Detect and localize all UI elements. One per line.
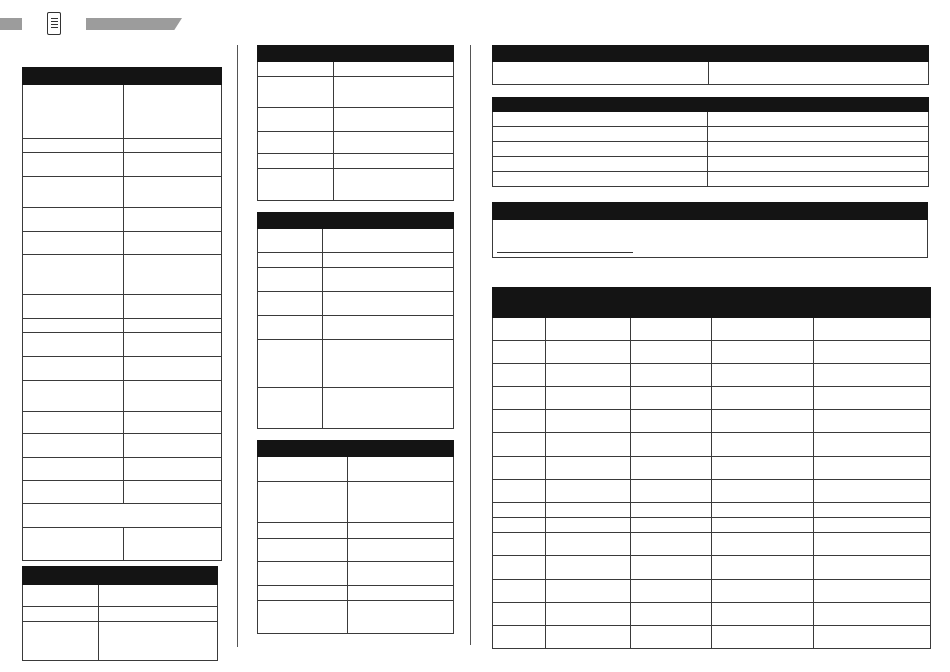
table-cell <box>814 318 931 341</box>
table-cell <box>814 410 931 433</box>
table-cell <box>23 357 124 381</box>
table-cell <box>712 341 814 364</box>
table-cell <box>546 503 631 518</box>
table-cell <box>348 562 454 586</box>
table-row <box>23 139 222 153</box>
table-cell <box>493 480 546 503</box>
table-row <box>258 132 454 154</box>
table-cell <box>258 253 323 268</box>
table-cell <box>99 622 218 661</box>
table-cell <box>323 316 454 340</box>
table-cell <box>814 433 931 457</box>
table-cell <box>493 410 546 433</box>
table-row <box>493 626 931 649</box>
table-header <box>493 98 929 112</box>
table-cell <box>334 132 454 154</box>
table-row <box>23 208 222 232</box>
table-cell <box>708 172 929 187</box>
table-cell <box>124 85 222 139</box>
table-cell <box>493 364 546 387</box>
table-cell <box>348 457 454 482</box>
table-row <box>23 381 222 412</box>
table-cell <box>546 433 631 457</box>
table-cell <box>23 153 124 177</box>
table-cell <box>493 580 546 603</box>
table-cell <box>258 154 334 169</box>
table-cell <box>493 533 546 556</box>
spec-table-4 <box>257 212 454 429</box>
table-cell <box>493 142 708 157</box>
table-cell <box>546 518 631 533</box>
table-cell <box>23 139 124 153</box>
table-cell <box>258 268 323 292</box>
table-cell <box>546 480 631 503</box>
table-row <box>258 62 454 77</box>
table-header <box>23 567 218 585</box>
table-header <box>23 68 222 85</box>
table-cell <box>712 503 814 518</box>
table-cell <box>631 457 712 480</box>
table-cell <box>23 585 99 607</box>
table-header <box>258 441 454 457</box>
table-row <box>23 504 222 528</box>
table-cell <box>546 533 631 556</box>
table-row <box>23 295 222 319</box>
table-cell <box>814 533 931 556</box>
table-cell <box>814 518 931 533</box>
signature-line <box>497 252 633 253</box>
table-cell <box>124 481 222 504</box>
table-cell <box>712 410 814 433</box>
table-row <box>493 603 931 626</box>
table-cell <box>631 364 712 387</box>
table-row <box>493 318 931 341</box>
table-cell <box>493 518 546 533</box>
table-row <box>493 503 931 518</box>
table-cell <box>258 292 323 316</box>
table-cell <box>631 410 712 433</box>
table-row <box>493 387 931 410</box>
table-cell <box>493 341 546 364</box>
spec-table-1 <box>22 67 222 561</box>
table-cell <box>493 556 546 580</box>
table-cell <box>631 518 712 533</box>
table-row <box>23 412 222 434</box>
table-cell <box>712 387 814 410</box>
table-cell <box>546 556 631 580</box>
data-grid <box>492 287 931 649</box>
table-row <box>493 157 929 172</box>
table-row <box>493 580 931 603</box>
table-cell <box>712 318 814 341</box>
grid-header-cell <box>814 288 931 318</box>
table-cell <box>814 556 931 580</box>
table-row <box>493 457 931 480</box>
section-tab-marker <box>86 18 182 30</box>
table-cell <box>348 523 454 539</box>
table-row <box>493 127 929 142</box>
table-cell <box>493 457 546 480</box>
table-cell <box>258 316 323 340</box>
table-cell <box>99 585 218 607</box>
table-cell <box>334 169 454 201</box>
spec-table-5 <box>257 440 454 634</box>
grid-header-cell <box>631 288 712 318</box>
table-cell <box>712 626 814 649</box>
table-header <box>258 46 454 62</box>
table-cell <box>631 626 712 649</box>
table-cell <box>258 108 334 132</box>
table-cell <box>323 229 454 253</box>
table-cell <box>493 318 546 341</box>
table-cell <box>258 457 348 482</box>
table-header <box>493 203 928 220</box>
table-row <box>23 255 222 295</box>
table-cell <box>546 457 631 480</box>
table-cell <box>708 157 929 172</box>
table-cell <box>258 62 334 77</box>
table-row <box>493 518 931 533</box>
table-cell <box>124 434 222 458</box>
table-cell <box>23 177 124 208</box>
table-cell <box>631 318 712 341</box>
table-header <box>258 213 454 229</box>
table-row <box>258 268 454 292</box>
table-cell <box>814 503 931 518</box>
table-row <box>493 556 931 580</box>
table-cell <box>258 169 334 201</box>
table-row <box>23 585 218 607</box>
table-row <box>258 253 454 268</box>
table-cell <box>814 480 931 503</box>
table-cell <box>23 622 99 661</box>
table-row <box>23 153 222 177</box>
table-cell <box>23 333 124 357</box>
table-row <box>493 172 929 187</box>
table-cell <box>258 601 348 634</box>
table-cell <box>124 153 222 177</box>
table-row <box>258 482 454 523</box>
table-cell <box>814 603 931 626</box>
table-cell <box>546 364 631 387</box>
column-divider-2 <box>470 45 471 645</box>
table-cell <box>124 528 222 561</box>
table-row <box>23 458 222 481</box>
table-cell <box>334 108 454 132</box>
spec-table-2 <box>22 566 218 661</box>
table-cell <box>546 580 631 603</box>
table-cell <box>23 607 99 622</box>
table-cell <box>23 381 124 412</box>
table-cell <box>23 85 124 139</box>
table-cell <box>23 319 124 333</box>
table-cell <box>334 154 454 169</box>
table-cell <box>258 229 323 253</box>
table-cell <box>631 580 712 603</box>
grid-header-cell <box>546 288 631 318</box>
table-row <box>258 292 454 316</box>
table-cell <box>323 253 454 268</box>
table-row <box>23 333 222 357</box>
grid-header-row <box>493 288 931 318</box>
table-cell <box>23 255 124 295</box>
table-cell <box>124 255 222 295</box>
table-cell <box>124 412 222 434</box>
table-row <box>258 108 454 132</box>
table-cell <box>99 607 218 622</box>
left-tab-marker <box>0 18 22 30</box>
table-cell <box>546 387 631 410</box>
table-cell <box>493 172 708 187</box>
table-cell <box>124 381 222 412</box>
table-cell <box>814 341 931 364</box>
table-cell <box>323 268 454 292</box>
table-row <box>258 154 454 169</box>
table-row <box>23 607 218 622</box>
table-cell <box>348 601 454 634</box>
table-cell <box>258 523 348 539</box>
table-row <box>258 229 454 253</box>
table-cell <box>546 318 631 341</box>
table-row <box>258 601 454 634</box>
table-cell <box>23 232 124 255</box>
table-row <box>258 388 454 429</box>
table-row <box>258 169 454 201</box>
table-cell <box>493 433 546 457</box>
table-cell <box>493 127 708 142</box>
table-cell <box>258 388 323 429</box>
table-cell <box>631 603 712 626</box>
table-cell <box>23 458 124 481</box>
table-cell <box>631 433 712 457</box>
note-box <box>492 202 928 258</box>
table-row <box>23 434 222 458</box>
table-cell <box>323 388 454 429</box>
table-cell <box>348 539 454 562</box>
table-cell <box>631 387 712 410</box>
table-row <box>258 539 454 562</box>
table-cell <box>258 132 334 154</box>
table-row <box>493 112 929 127</box>
table-cell <box>493 112 708 127</box>
table-cell <box>708 112 929 127</box>
table-cell <box>708 127 929 142</box>
table-cell <box>323 340 454 388</box>
table-cell <box>258 77 334 108</box>
table-cell <box>712 556 814 580</box>
table-row <box>493 364 931 387</box>
table-row <box>23 528 222 561</box>
table-cell <box>23 528 124 561</box>
table-cell <box>708 142 929 157</box>
table-cell <box>258 562 348 586</box>
table-cell <box>334 77 454 108</box>
spec-table-3 <box>257 45 454 201</box>
table-cell <box>814 457 931 480</box>
table-cell <box>23 504 222 528</box>
table-cell <box>258 482 348 523</box>
table-cell <box>124 232 222 255</box>
table-row <box>493 341 931 364</box>
table-cell <box>814 626 931 649</box>
table-cell <box>493 387 546 410</box>
table-row <box>493 533 931 556</box>
table-cell <box>23 412 124 434</box>
table-row <box>258 523 454 539</box>
table-cell <box>124 208 222 232</box>
table-header <box>493 46 929 62</box>
table-cell <box>712 364 814 387</box>
table-row <box>258 562 454 586</box>
column-divider-1 <box>237 45 238 647</box>
table-cell <box>23 208 124 232</box>
table-cell <box>493 626 546 649</box>
table-row <box>23 481 222 504</box>
table-cell <box>348 586 454 601</box>
table-row <box>493 480 931 503</box>
table-cell <box>814 580 931 603</box>
spec-table-6 <box>492 45 929 85</box>
table-cell <box>258 539 348 562</box>
table-cell <box>546 341 631 364</box>
table-cell <box>348 482 454 523</box>
table-row <box>23 357 222 381</box>
table-cell <box>712 518 814 533</box>
table-row <box>258 77 454 108</box>
table-cell <box>546 626 631 649</box>
table-cell <box>124 177 222 208</box>
table-row <box>258 316 454 340</box>
grid-header-cell <box>493 288 546 318</box>
table-cell <box>712 580 814 603</box>
table-cell <box>124 139 222 153</box>
table-cell <box>124 357 222 381</box>
table-cell <box>712 457 814 480</box>
table-cell <box>23 295 124 319</box>
table-cell <box>709 62 929 85</box>
table-cell <box>712 480 814 503</box>
table-cell <box>258 340 323 388</box>
table-cell <box>124 333 222 357</box>
spec-table-7 <box>492 97 929 187</box>
table-row <box>258 586 454 601</box>
table-row <box>23 85 222 139</box>
table-cell <box>493 62 709 85</box>
table-cell <box>631 341 712 364</box>
table-cell <box>124 319 222 333</box>
table-cell <box>23 481 124 504</box>
table-cell <box>712 433 814 457</box>
table-cell <box>814 387 931 410</box>
grid-header-cell <box>712 288 814 318</box>
table-cell <box>493 603 546 626</box>
table-row <box>258 340 454 388</box>
table-row <box>493 410 931 433</box>
table-cell <box>124 458 222 481</box>
table-cell <box>631 503 712 518</box>
table-row <box>493 433 931 457</box>
document-icon <box>47 12 61 35</box>
table-cell <box>546 410 631 433</box>
table-cell <box>23 434 124 458</box>
table-cell <box>631 556 712 580</box>
table-cell <box>493 157 708 172</box>
table-cell <box>334 62 454 77</box>
table-row <box>23 177 222 208</box>
table-cell <box>631 533 712 556</box>
table-cell <box>124 295 222 319</box>
table-cell <box>631 480 712 503</box>
table-row <box>493 142 929 157</box>
table-cell <box>258 586 348 601</box>
table-cell <box>712 603 814 626</box>
table-cell <box>323 292 454 316</box>
table-row <box>493 62 929 85</box>
table-cell <box>814 364 931 387</box>
table-row <box>23 622 218 661</box>
table-cell <box>493 503 546 518</box>
table-cell <box>546 603 631 626</box>
table-row <box>23 319 222 333</box>
table-cell <box>712 533 814 556</box>
table-row <box>258 457 454 482</box>
table-row <box>23 232 222 255</box>
